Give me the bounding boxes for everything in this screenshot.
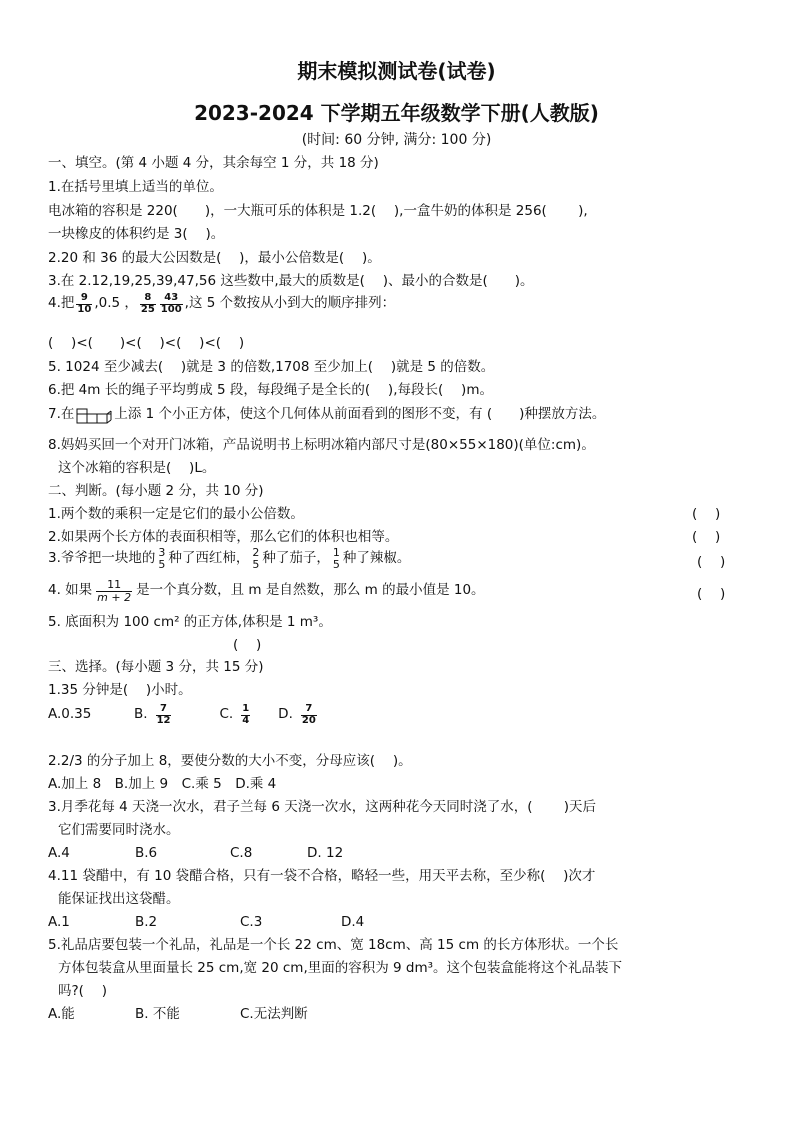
s2-q3-a: 3.爷爷把一块地的 [48, 549, 156, 566]
s3-q3-line2: 它们需要同时浇水。 [58, 822, 180, 838]
s3-q1-option-d: D. [278, 706, 293, 723]
fraction-7-20: $\frac{7}{20}$ [301, 703, 316, 726]
s3-q1-option-c: C. [219, 706, 234, 723]
s3-q1-option-a: A.0.35 [48, 706, 92, 723]
s3-q5-line1: 5.礼品店要包装一个礼品，礼品是一个长 22 cm、宽 18cm、高 15 cm 的长方体形状。一个长 [48, 937, 619, 953]
s1-q3: 3.在 2.12,19,25,39,47,56 这些数中,最大的质数是( )、最小的合数是( )。 [48, 273, 534, 289]
fraction-1-4: $\frac{1}{4}$ [242, 703, 250, 726]
s1-q4 [48, 293, 395, 315]
s2-q3-paren: ( ) [697, 554, 726, 570]
s3-q4-option-a: A.1 [48, 914, 70, 930]
s2-q3 [48, 547, 410, 570]
s2-q3-d: 种了辣椒。 [342, 549, 411, 566]
section3-heading: 三、选择。(每小题 3 分，共 15 分) [48, 659, 264, 675]
fraction-1-5: 1 5 [332, 546, 340, 571]
s2-q2: 2.如果两个长方体的表面积相等，那么它们的体积也相等。 [48, 529, 399, 545]
fraction-8-25: $\frac{8}{25}$ [140, 292, 155, 315]
s3-q3-line1: 3.月季花每 4 天浇一次水，君子兰每 6 天浇一次水，这两种花今天同时浇了水，( )天后 [48, 799, 597, 815]
s1-q1-intro: 1.在括号里填上适当的单位。 [48, 179, 223, 195]
s3-q4-line1: 4.11 袋醋中，有 10 袋醋合格，只有一袋不合格，略轻一些，用天平去称，至少称( )次才 [48, 868, 596, 884]
s3-q3-option-a: A.4 [48, 845, 70, 861]
exam-meta: (时间: 60 分钟, 满分: 100 分) [301, 132, 492, 148]
s3-q4-option-c: C.3 [240, 914, 263, 930]
s3-q3-option-d: D. 12 [307, 845, 344, 861]
s3-q1-options [48, 704, 319, 726]
s3-q4-line2: 能保证找出这袋醋。 [58, 891, 180, 907]
s3-q5-option-c: C.无法判断 [240, 1006, 308, 1022]
cube-figure-icon [76, 408, 112, 422]
s3-q4-option-d: D.4 [341, 914, 365, 930]
s1-q4-mid: ,0.5 ， [94, 295, 138, 312]
s2-q1: 1.两个数的乘积一定是它们的最小公倍数。 [48, 506, 304, 522]
s1-q8-line1: 8.妈妈买回一个对开门冰箱，产品说明书上标明冰箱内部尺寸是(80×55×180)(单位:cm)。 [48, 437, 595, 453]
exam-title: 期末模拟测试卷(试卷) [297, 59, 496, 83]
s2-q4 [48, 579, 485, 603]
s3-q5-option-b: B. 不能 [135, 1006, 180, 1022]
s1-q4-prefix: 4.把 [48, 295, 75, 312]
s2-q4-paren: ( ) [697, 586, 726, 602]
s2-q5-paren: ( ) [233, 637, 262, 653]
s2-q5: 5. 底面积为 100 cm² 的正方体,体积是 1 m³。 [48, 614, 332, 630]
s3-q2: 2.2/3 的分子加上 8，要使分数的大小不变，分母应该( )。 [48, 753, 412, 769]
section1-heading: 一、填空。(第 4 小题 4 分，其余每空 1 分，共 18 分) [48, 155, 379, 171]
s1-q7-prefix: 7.在 [48, 406, 75, 423]
s1-q8-line2: 这个冰箱的容积是( )L。 [58, 460, 216, 476]
s2-q3-c: 种了茄子， [262, 549, 330, 566]
fraction-2-5: 2 5 [252, 546, 260, 571]
s1-q4-answer-line: ( )<( )<( )<( )<( ) [48, 335, 245, 351]
s1-q5: 5. 1024 至少减去( )就是 3 的倍数,1708 至少加上( )就是 5 的倍数。 [48, 359, 495, 375]
s1-q7-suffix: 上添 1 个小正方体，使这个几何体从前面看到的图形不变，有 ( )种摆放方法。 [114, 406, 606, 423]
s3-q5-line3: 吗?( ) [58, 983, 107, 999]
s1-q1-line1: 电冰箱的容积是 220( )，一大瓶可乐的体积是 1.2( ),一盒牛奶的体积是 256( ), [48, 203, 588, 219]
fraction-9-10: $\frac{9}{10}$ [77, 292, 92, 315]
s3-q5-option-a: A.能 [48, 1006, 75, 1022]
s3-q5-line2: 方体包装盒从里面量长 25 cm,宽 20 cm,里面的容积为 9 dm³。这个包装盒能将这个礼品装下 [58, 960, 623, 976]
s2-q4-b: 是一个真分数，且 m 是自然数，那么 m 的最小值是 10。 [136, 582, 485, 599]
s1-q2: 2.20 和 36 的最大公因数是( )，最小公倍数是( )。 [48, 250, 381, 266]
s3-q1-option-b: B. [134, 706, 148, 723]
s3-q1: 1.35 分钟是( )小时。 [48, 682, 192, 698]
fraction-3-5: 3 5 [158, 546, 166, 571]
s2-q1-paren: ( ) [692, 506, 721, 522]
s3-q4-option-b: B.2 [135, 914, 158, 930]
fraction-43-100: $\frac{43}{100}$ [160, 292, 182, 315]
s3-q3-option-c: C.8 [230, 845, 253, 861]
exam-subtitle: 2023-2024 下学期五年级数学下册(人教版) [194, 101, 599, 125]
s1-q7 [48, 408, 605, 422]
s3-q3-option-b: B.6 [135, 845, 158, 861]
s1-q4-suffix: ,这 5 个数按从小到大的顺序排列： [184, 295, 396, 312]
fraction-11-m-plus-2: $\frac{11}{m + 2}$ [97, 578, 132, 604]
fraction-7-12: $\frac{7}{12}$ [156, 703, 171, 726]
section2-heading: 二、判断。(每小题 2 分，共 10 分) [48, 483, 264, 499]
s2-q2-paren: ( ) [692, 529, 721, 545]
s3-q2-options: A.加上 8 B.加上 9 C.乘 5 D.乘 4 [48, 776, 277, 792]
s2-q3-b: 种了西红柿， [168, 549, 250, 566]
s2-q4-a: 4. 如果 [48, 582, 93, 599]
s1-q6: 6.把 4m 长的绳子平均剪成 5 段，每段绳子是全长的( ),每段长( )m。 [48, 382, 493, 398]
s1-q1-line2: 一块橡皮的体积约是 3( )。 [48, 226, 225, 242]
